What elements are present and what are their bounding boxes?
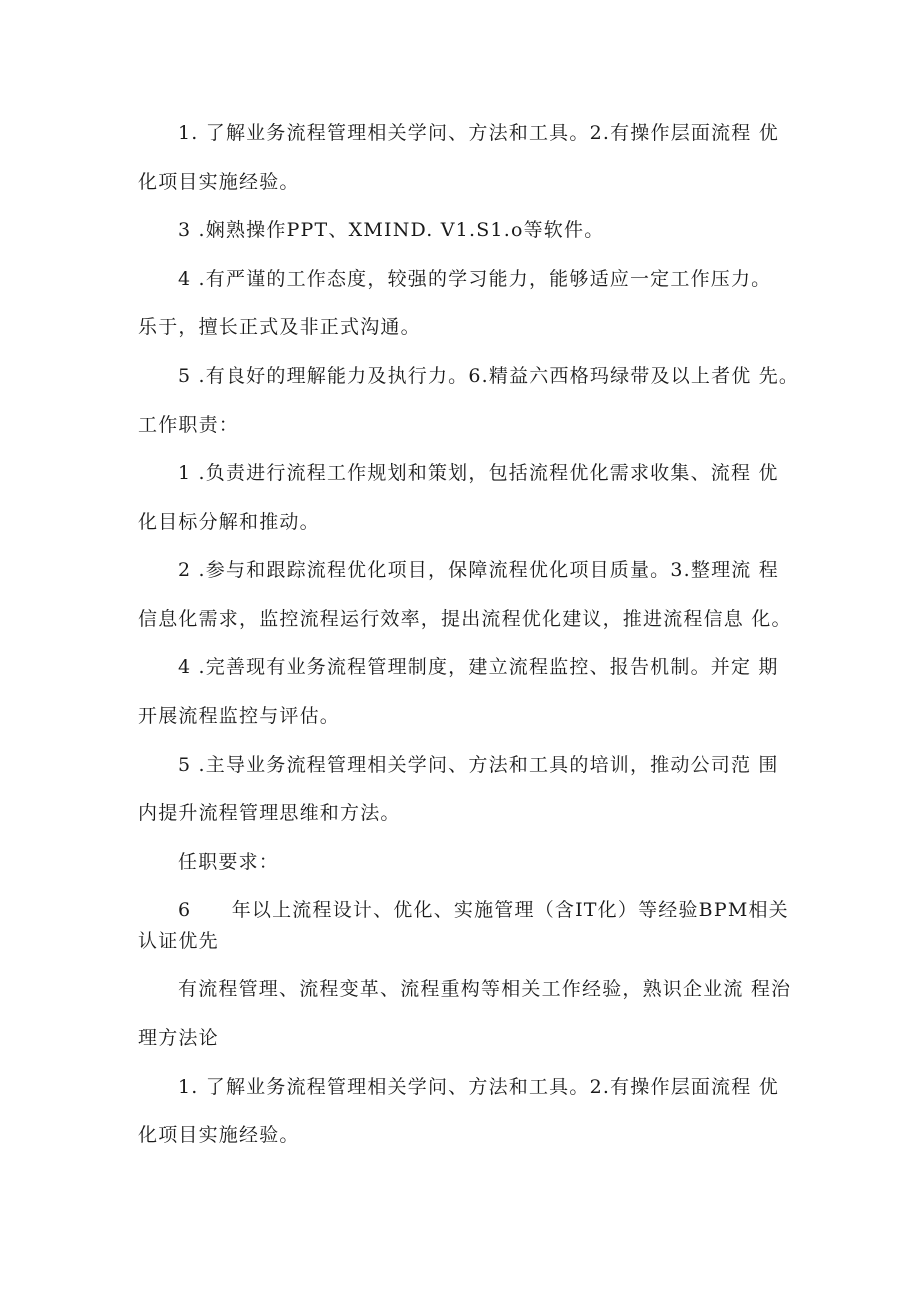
paragraph-line: 6 年以上流程设计、优化、实施管理（含IT化）等经验BPM相关 bbox=[178, 899, 789, 921]
paragraph-line: 4 .有严谨的工作态度，较强的学习能力，能够适应一定工作压力。 bbox=[178, 268, 772, 290]
paragraph-line: 理方法论 bbox=[138, 1027, 219, 1049]
paragraph-line: 1 .负责进行流程工作规划和策划，包括流程优化需求收集、流程 优 bbox=[178, 462, 779, 484]
section-heading: 任职要求： bbox=[178, 851, 280, 873]
paragraph-line: 内提升流程管理思维和方法。 bbox=[138, 802, 401, 824]
paragraph-line: 1. 了解业务流程管理相关学问、方法和工具。2.有操作层面流程 优 bbox=[178, 1076, 779, 1098]
paragraph-line: 乐于，擅长正式及非正式沟通。 bbox=[138, 316, 421, 338]
paragraph-line: 4 .完善现有业务流程管理制度，建立流程监控、报告机制。并定 期 bbox=[178, 656, 779, 678]
paragraph-line: 信息化需求，监控流程运行效率，提出流程优化建议，推进流程信息 化。 bbox=[138, 608, 792, 630]
paragraph-line: 1. 了解业务流程管理相关学问、方法和工具。2.有操作层面流程 优 bbox=[178, 122, 779, 144]
paragraph-line: 化项目实施经验。 bbox=[138, 1124, 300, 1146]
paragraph-line: 5 .有良好的理解能力及执行力。6.精益六西格玛绿带及以上者优 先。 bbox=[178, 365, 800, 387]
paragraph-line: 化项目实施经验。 bbox=[138, 171, 300, 193]
paragraph-line: 化目标分解和推动。 bbox=[138, 511, 320, 533]
section-heading: 工作职责： bbox=[138, 414, 240, 436]
paragraph-line: 开展流程监控与评估。 bbox=[138, 705, 341, 727]
paragraph-line: 有流程管理、流程变革、流程重构等相关工作经验，熟识企业流 程治 bbox=[178, 978, 792, 1000]
paragraph-line: 认证优先 bbox=[138, 930, 219, 952]
paragraph-line: 2 .参与和跟踪流程优化项目，保障流程优化项目质量。3.整理流 程 bbox=[178, 559, 779, 581]
paragraph-line: 3 .娴熟操作PPT、XMIND. V1.S1.o等软件。 bbox=[178, 219, 605, 241]
paragraph-line: 5 .主导业务流程管理相关学问、方法和工具的培训，推动公司范 围 bbox=[178, 754, 779, 776]
